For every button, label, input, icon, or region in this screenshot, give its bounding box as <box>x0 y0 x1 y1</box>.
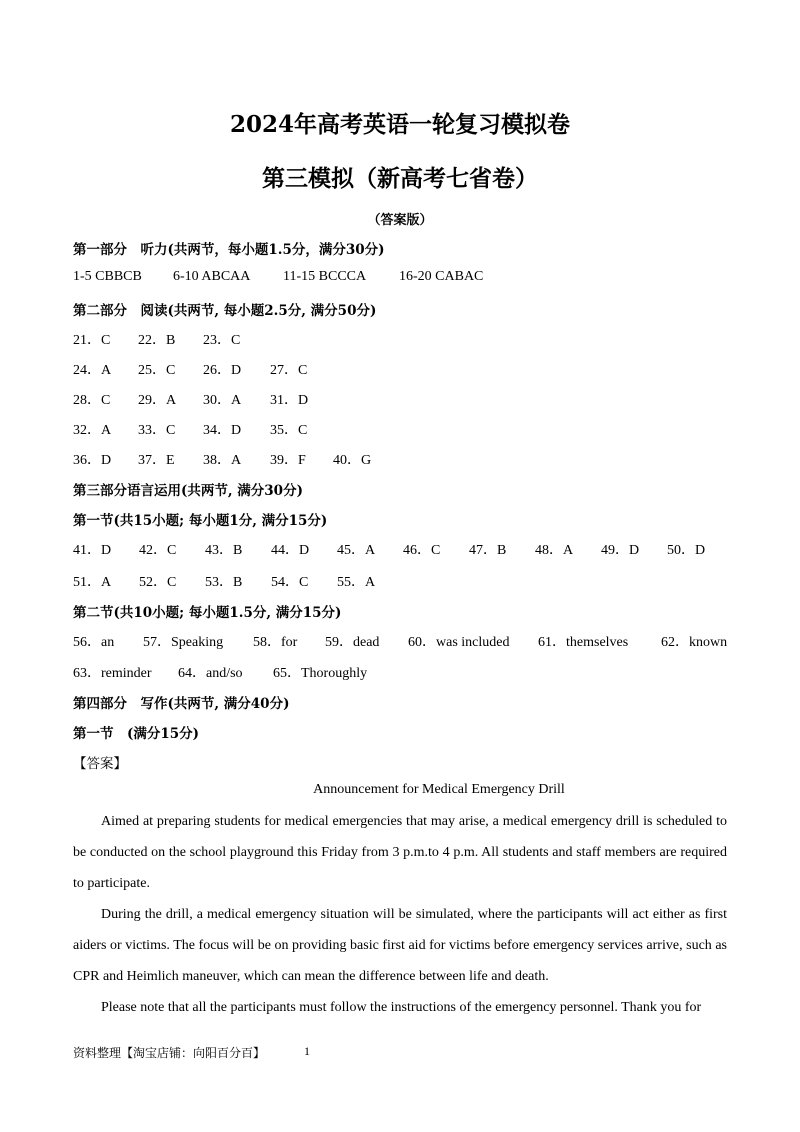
part2-heading: 第二部分 阅读(共两节, 每小题2.5分, 满分50分) <box>73 303 377 319</box>
answer-item: 28．C <box>73 393 111 408</box>
answer-item: 53．B <box>205 575 243 590</box>
part4-heading: 第四部分 写作(共两节, 满分40分) <box>73 696 290 712</box>
answer-item: 58．for <box>253 635 298 650</box>
answer-item: 50．D <box>667 543 706 558</box>
essay-paragraph: During the drill, a medical emergency situation will be simulated, where the participants will act either as first aiders or victims. The focus will be on providing basic first aid for victims before emergency services arrive, such as CPR and Heimlich maneuver, which can mean the difference between life and death. <box>73 907 727 984</box>
answer-item: 30．A <box>203 393 242 408</box>
answer-item: 60．was included <box>408 635 510 650</box>
answer-item: 65．Thoroughly <box>273 666 368 681</box>
answer-item: 34．D <box>203 423 242 438</box>
page-title: 2024年高考英语一轮复习模拟卷 <box>229 111 570 138</box>
answer-item: 38．A <box>203 453 242 468</box>
answer-item: 48．A <box>535 543 574 558</box>
answer-item: 31．D <box>270 393 309 408</box>
answer-group: 6-10 ABCAA <box>173 269 251 284</box>
answer-item: 57．Speaking <box>143 635 224 650</box>
answer-item: 22．B <box>138 333 176 348</box>
answer-item: 46．C <box>403 543 441 558</box>
answer-item: 54．C <box>271 575 309 590</box>
answer-item: 23．C <box>203 333 241 348</box>
answer-group: 11-15 BCCCA <box>283 269 367 284</box>
answer-item: 64．and/so <box>178 666 243 681</box>
answer-item: 40．G <box>333 453 372 468</box>
answer-item: 35．C <box>270 423 308 438</box>
answer-item: 41．D <box>73 543 112 558</box>
answer-item: 52．C <box>139 575 177 590</box>
answer-item: 45．A <box>337 543 376 558</box>
answer-item: 21．C <box>73 333 111 348</box>
answer-label: 【答案】 <box>73 756 127 772</box>
answer-item: 47．B <box>469 543 507 558</box>
answer-item: 26．D <box>203 363 242 378</box>
answer-item: 36．D <box>73 453 112 468</box>
part3-heading: 第三部分语言运用(共两节, 满分30分) <box>73 483 303 499</box>
page-number: 1 <box>304 1044 310 1058</box>
answer-item: 61．themselves <box>538 635 629 650</box>
answer-item: 29．A <box>138 393 177 408</box>
answer-item: 63．reminder <box>73 666 152 681</box>
answer-group: 1-5 CBBCB <box>73 269 142 284</box>
answer-item: 24．A <box>73 363 112 378</box>
answer-item: 44．D <box>271 543 310 558</box>
part4-section1-heading: 第一节 (满分15分) <box>73 726 200 742</box>
answer-item: 51．A <box>73 575 112 590</box>
answer-item: 59．dead <box>325 635 380 650</box>
answer-item: 27．C <box>270 363 308 378</box>
answer-item: 33．C <box>138 423 176 438</box>
essay-title: Announcement for Medical Emergency Drill <box>313 782 565 797</box>
answer-group: 16-20 CABAC <box>399 269 484 284</box>
answer-item: 39．F <box>270 453 306 468</box>
part3-section2-heading: 第二节(共10小题; 每小题1.5分, 满分15分) <box>73 605 342 621</box>
part3-section1-heading: 第一节(共15小题; 每小题1分, 满分15分) <box>73 513 328 529</box>
footer-source: 资料整理【淘宝店铺：向阳百分百】 <box>73 1046 266 1060</box>
essay-paragraph: Please note that all the participants must follow the instructions of the emergency personnel. Thank you for <box>101 1000 702 1015</box>
edition-label: （答案版） <box>367 213 433 228</box>
part1-heading: 第一部分 听力(共两节，每小题1.5分，满分30分) <box>73 242 385 258</box>
answer-item: 56．an <box>73 635 115 650</box>
answer-item: 62．known <box>661 635 728 650</box>
essay-paragraph: Aimed at preparing students for medical emergencies that may arise, a medical emergency drill is scheduled to be conducted on the school playground this Friday from 3 p.m.to 4 p.m. All students and staff members are required to participate. <box>73 814 727 891</box>
answer-item: 42．C <box>139 543 177 558</box>
answer-item: 43．B <box>205 543 243 558</box>
answer-item: 25．C <box>138 363 176 378</box>
page-subtitle: 第三模拟（新高考七省卷） <box>262 165 538 192</box>
answer-item: 55．A <box>337 575 376 590</box>
answer-item: 32．A <box>73 423 112 438</box>
answer-item: 49．D <box>601 543 640 558</box>
answer-item: 37．E <box>138 453 175 468</box>
